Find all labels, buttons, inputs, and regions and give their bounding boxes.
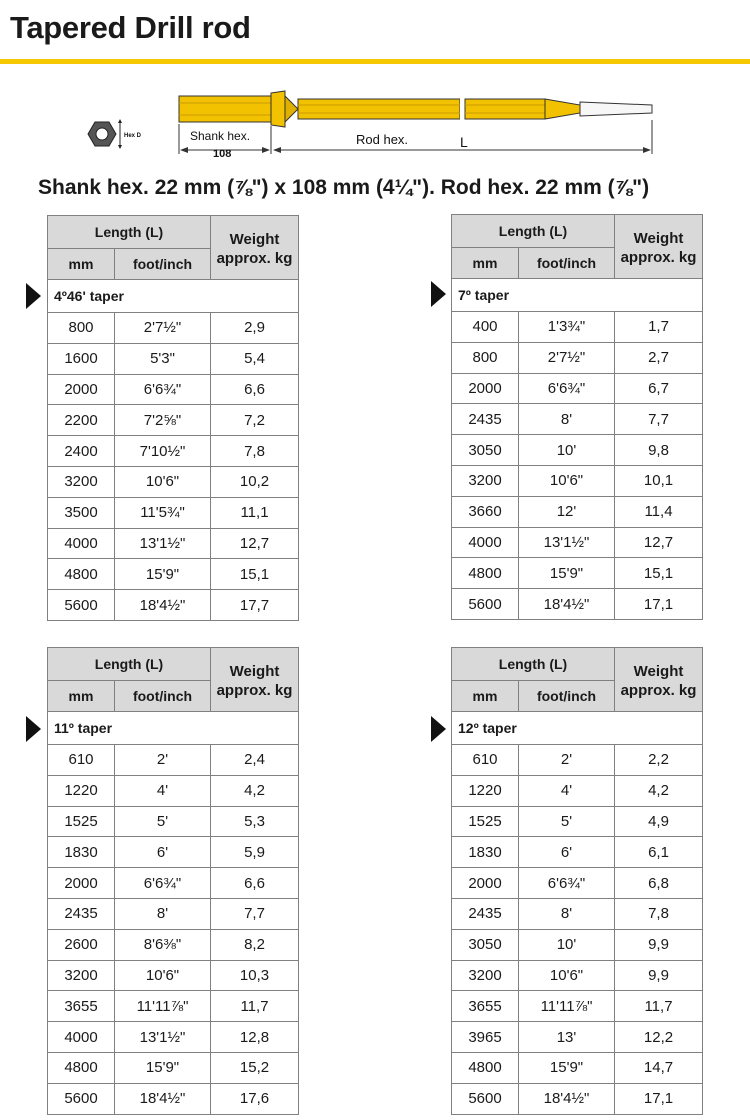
length-mm-cell: 5600 [48,590,115,621]
length-mm-cell: 3200 [452,465,519,496]
table-row [452,435,703,466]
length-mm-cell: 5600 [48,1083,115,1114]
table-row [452,1052,703,1083]
table-row [452,465,703,496]
weight-cell: 4,2 [211,775,299,806]
weight-cell: 12,2 [615,1022,703,1053]
taper-label: 4º46' taper [48,280,299,313]
length-foot-inch-cell: 15'9" [115,1052,211,1083]
weight-cell: 2,4 [211,745,299,776]
weight-cell: 14,7 [615,1052,703,1083]
length-mm-cell: 4800 [48,559,115,590]
table-row [48,1022,299,1053]
length-mm-cell: 1600 [48,343,115,374]
weight-cell: 6,8 [615,868,703,899]
table-row [452,373,703,404]
taper-label: 12º taper [452,712,703,745]
table-row [48,497,299,528]
weight-header: Weight approx. kg [211,216,299,280]
table-row [452,1022,703,1053]
length-foot-inch-cell: 13'1½" [519,527,615,558]
taper-arrow-icon [26,283,41,309]
weight-cell: 15,2 [211,1052,299,1083]
table-row [452,775,703,806]
length-mm-cell: 400 [452,312,519,343]
length-foot-inch-cell: 13' [519,1022,615,1053]
weight-cell: 10,3 [211,960,299,991]
table-row [48,775,299,806]
length-foot-inch-cell: 7'2⅝" [115,405,211,436]
length-mm-cell: 4000 [452,527,519,558]
weight-cell: 11,7 [615,991,703,1022]
hex-d-label: Hex D [124,133,142,139]
length-foot-inch-cell: 5'3" [115,343,211,374]
shank-length-label: 108 [213,148,232,160]
spec-table-4-46-taper [47,215,299,621]
taper-label: 7º taper [452,279,703,312]
weight-cell: 7,7 [615,404,703,435]
weight-cell: 15,1 [615,558,703,589]
length-foot-inch-cell: 18'4½" [519,1083,615,1114]
length-foot-inch-cell: 6' [115,837,211,868]
length-foot-inch-cell: 11'11⅞" [519,991,615,1022]
table-row [452,868,703,899]
length-foot-inch-cell: 1'3¾" [519,312,615,343]
table-row [48,559,299,590]
length-foot-inch-cell: 10' [519,435,615,466]
length-foot-inch-cell: 8' [115,898,211,929]
weight-cell: 7,8 [615,898,703,929]
table-row [48,868,299,899]
length-foot-inch-cell: 15'9" [519,1052,615,1083]
length-mm-cell: 2000 [48,374,115,405]
table-row [452,745,703,776]
length-l-label: L [460,134,468,150]
table-row [452,496,703,527]
weight-cell: 9,9 [615,929,703,960]
foot-inch-header: foot/inch [115,681,211,712]
weight-cell: 1,7 [615,312,703,343]
length-mm-cell: 1220 [452,775,519,806]
length-foot-inch-cell: 6'6¾" [519,373,615,404]
length-mm-cell: 3200 [48,960,115,991]
shank-hex-label: Shank hex. [190,129,251,143]
length-mm-cell: 610 [452,745,519,776]
table-row [452,837,703,868]
length-mm-cell: 1830 [48,837,115,868]
length-foot-inch-cell: 13'1½" [115,1022,211,1053]
length-foot-inch-cell: 2' [519,745,615,776]
length-mm-cell: 1830 [452,837,519,868]
table-row [48,528,299,559]
length-mm-cell: 3655 [48,991,115,1022]
length-header: Length (L) [452,648,615,681]
length-mm-cell: 3655 [452,991,519,1022]
collar [271,91,285,127]
table-row [48,313,299,344]
shank-body [179,96,271,122]
length-mm-cell: 3200 [452,960,519,991]
length-mm-cell: 4800 [48,1052,115,1083]
length-foot-inch-cell: 18'4½" [115,1083,211,1114]
table-row [452,312,703,343]
length-mm-cell: 3660 [452,496,519,527]
length-foot-inch-cell: 10'6" [115,466,211,497]
table-row [48,1083,299,1114]
table-row [48,590,299,621]
table-row [48,837,299,868]
weight-cell: 17,7 [211,590,299,621]
table-row [48,343,299,374]
length-mm-cell: 3200 [48,466,115,497]
length-foot-inch-cell: 18'4½" [115,590,211,621]
weight-header: Weight approx. kg [211,648,299,712]
rod-hex-label: Rod hex. [356,132,409,147]
weight-cell: 7,8 [211,436,299,467]
length-mm-cell: 610 [48,745,115,776]
title-accent-rule [0,59,750,64]
weight-cell: 4,9 [615,806,703,837]
length-header: Length (L) [452,215,615,248]
hex-cross-section-icon [88,119,122,149]
length-mm-cell: 2435 [452,404,519,435]
foot-inch-header: foot/inch [519,248,615,279]
weight-cell: 10,2 [211,466,299,497]
weight-cell: 2,7 [615,342,703,373]
length-mm-cell: 5600 [452,1083,519,1114]
spec-table-12-taper [451,647,703,1115]
weight-cell: 4,2 [615,775,703,806]
spec-table-7-taper [451,214,703,620]
weight-cell: 6,1 [615,837,703,868]
length-foot-inch-cell: 7'10½" [115,436,211,467]
length-foot-inch-cell: 6'6¾" [519,868,615,899]
weight-cell: 5,3 [211,806,299,837]
table-row [48,405,299,436]
length-foot-inch-cell: 4' [115,775,211,806]
length-mm-cell: 4000 [48,1022,115,1053]
table-row [452,960,703,991]
length-mm-cell: 1525 [48,806,115,837]
length-foot-inch-cell: 2' [115,745,211,776]
weight-cell: 9,9 [615,960,703,991]
length-foot-inch-cell: 5' [115,806,211,837]
weight-cell: 5,4 [211,343,299,374]
table-row [48,374,299,405]
weight-cell: 17,1 [615,1083,703,1114]
weight-cell: 6,6 [211,868,299,899]
length-foot-inch-cell: 10'6" [115,960,211,991]
spec-subtitle: Shank hex. 22 mm (⅞") x 108 mm (4¼"). Rod hex. 22 mm (⅞") [38,176,650,199]
table-row [48,991,299,1022]
length-foot-inch-cell: 2'7½" [519,342,615,373]
foot-inch-header: foot/inch [115,249,211,280]
weight-cell: 15,1 [211,559,299,590]
table-row [452,342,703,373]
page-title: Tapered Drill rod [10,10,251,45]
length-mm-cell: 1220 [48,775,115,806]
weight-cell: 7,7 [211,898,299,929]
drill-rod-diagram [80,86,660,166]
weight-cell: 12,8 [211,1022,299,1053]
weight-cell: 2,2 [615,745,703,776]
length-mm-cell: 2000 [452,373,519,404]
length-foot-inch-cell: 8' [519,898,615,929]
length-mm-cell: 800 [48,313,115,344]
table-row [48,745,299,776]
length-mm-cell: 5600 [452,589,519,620]
taper-arrow-icon [431,716,446,742]
length-foot-inch-cell: 6' [519,837,615,868]
table-row [48,466,299,497]
weight-cell: 8,2 [211,929,299,960]
length-foot-inch-cell: 6'6¾" [115,374,211,405]
table-row [48,929,299,960]
taper-arrow-icon [431,281,446,307]
length-mm-cell: 2200 [48,405,115,436]
tapered-end [580,102,652,116]
length-foot-inch-cell: 11'11⅞" [115,991,211,1022]
rod-body-2 [465,99,545,119]
length-foot-inch-cell: 4' [519,775,615,806]
length-mm-cell: 3500 [48,497,115,528]
weight-cell: 11,7 [211,991,299,1022]
weight-cell: 11,1 [211,497,299,528]
length-foot-inch-cell: 12' [519,496,615,527]
weight-cell: 6,7 [615,373,703,404]
table-row [48,806,299,837]
length-mm-cell: 2000 [48,868,115,899]
length-mm-cell: 2000 [452,868,519,899]
length-foot-inch-cell: 15'9" [519,558,615,589]
length-foot-inch-cell: 18'4½" [519,589,615,620]
table-row [452,527,703,558]
length-foot-inch-cell: 8'6⅜" [115,929,211,960]
table-row [452,589,703,620]
length-mm-cell: 800 [452,342,519,373]
weight-cell: 7,2 [211,405,299,436]
weight-cell: 10,1 [615,465,703,496]
length-foot-inch-cell: 6'6¾" [115,868,211,899]
length-mm-cell: 2435 [452,898,519,929]
weight-header: Weight approx. kg [615,215,703,279]
length-mm-cell: 2435 [48,898,115,929]
table-row [452,404,703,435]
length-foot-inch-cell: 10'6" [519,960,615,991]
taper-arrow-icon [26,716,41,742]
length-mm-cell: 3050 [452,435,519,466]
weight-cell: 5,9 [211,837,299,868]
table-row [452,558,703,589]
length-mm-cell: 3965 [452,1022,519,1053]
mm-header: mm [452,681,519,712]
length-foot-inch-cell: 13'1½" [115,528,211,559]
mm-header: mm [452,248,519,279]
length-mm-cell: 4000 [48,528,115,559]
length-mm-cell: 2400 [48,436,115,467]
length-foot-inch-cell: 8' [519,404,615,435]
table-row [48,960,299,991]
table-row [452,929,703,960]
weight-cell: 12,7 [615,527,703,558]
table-row [452,1083,703,1114]
weight-cell: 6,6 [211,374,299,405]
table-row [452,806,703,837]
length-foot-inch-cell: 11'5¾" [115,497,211,528]
mm-header: mm [48,249,115,280]
foot-inch-header: foot/inch [519,681,615,712]
rod-body-1 [298,99,460,119]
weight-cell: 17,6 [211,1083,299,1114]
length-foot-inch-cell: 5' [519,806,615,837]
weight-cell: 12,7 [211,528,299,559]
table-row [48,898,299,929]
length-foot-inch-cell: 15'9" [115,559,211,590]
mm-header: mm [48,681,115,712]
weight-cell: 11,4 [615,496,703,527]
weight-cell: 9,8 [615,435,703,466]
length-mm-cell: 4800 [452,1052,519,1083]
length-mm-cell: 1525 [452,806,519,837]
length-mm-cell: 2600 [48,929,115,960]
weight-cell: 17,1 [615,589,703,620]
length-header: Length (L) [48,216,211,249]
table-row [48,436,299,467]
length-foot-inch-cell: 10' [519,929,615,960]
spec-table-11-taper [47,647,299,1115]
table-row [452,991,703,1022]
weight-cell: 2,9 [211,313,299,344]
weight-header: Weight approx. kg [615,648,703,712]
table-row [48,1052,299,1083]
taper-label: 11º taper [48,712,299,745]
length-mm-cell: 4800 [452,558,519,589]
table-row [452,898,703,929]
length-header: Length (L) [48,648,211,681]
length-mm-cell: 3050 [452,929,519,960]
length-foot-inch-cell: 10'6" [519,465,615,496]
length-foot-inch-cell: 2'7½" [115,313,211,344]
